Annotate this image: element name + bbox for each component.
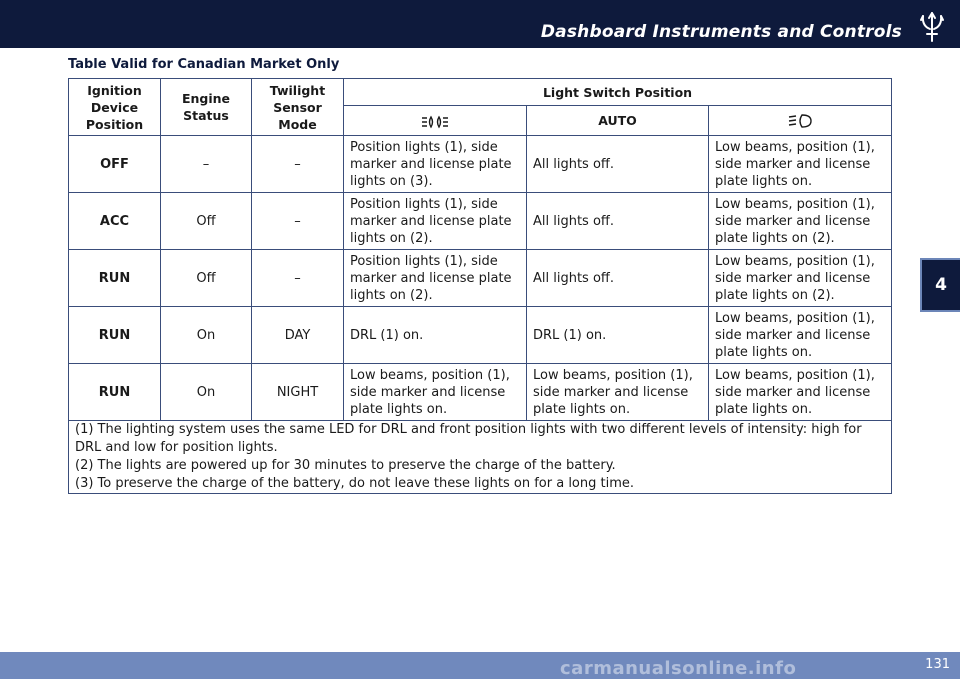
- cell-low-beam: Low beams, position (1), side marker and license plate lights on (2).: [709, 193, 892, 250]
- cell-engine: –: [161, 136, 252, 193]
- chapter-tab[interactable]: 4: [920, 258, 960, 312]
- cell-position-lights: Position lights (1), side marker and license plate lights on (3).: [344, 136, 527, 193]
- cell-low-beam: Low beams, position (1), side marker and license plate lights on (2).: [709, 250, 892, 307]
- section-title: Dashboard Instruments and Controls: [540, 22, 902, 42]
- low-beam-icon: [788, 113, 812, 129]
- cell-engine: Off: [161, 193, 252, 250]
- header-ignition: Ignition Device Position: [69, 79, 161, 136]
- cell-twilight: NIGHT: [252, 364, 344, 421]
- note-2: (2) The lights are powered up for 30 minutes to preserve the charge of the battery.: [75, 458, 616, 473]
- watermark: carmanualsonline.info: [560, 658, 797, 679]
- cell-auto: All lights off.: [527, 193, 709, 250]
- cell-engine: Off: [161, 250, 252, 307]
- cell-engine: On: [161, 307, 252, 364]
- table-row: [69, 364, 892, 421]
- cell-low-beam: Low beams, position (1), side marker and license plate lights on.: [709, 307, 892, 364]
- cell-twilight: –: [252, 136, 344, 193]
- notes-row: [69, 421, 892, 494]
- cell-auto: Low beams, position (1), side marker and license plate lights on.: [527, 364, 709, 421]
- table-row: [69, 307, 892, 364]
- position-lights-icon: [421, 115, 449, 129]
- page-header: [0, 0, 960, 48]
- cell-twilight: –: [252, 193, 344, 250]
- cell-auto: All lights off.: [527, 136, 709, 193]
- cell-auto: All lights off.: [527, 250, 709, 307]
- header-engine: Engine Status: [161, 79, 252, 136]
- trident-logo-icon: [918, 10, 946, 44]
- header-light-switch: Light Switch Position: [344, 79, 892, 106]
- cell-twilight: DAY: [252, 307, 344, 364]
- table-notes: [69, 421, 892, 494]
- cell-engine: On: [161, 364, 252, 421]
- table-row: [69, 193, 892, 250]
- cell-ignition: RUN: [69, 307, 161, 364]
- cell-twilight: –: [252, 250, 344, 307]
- header-twilight: Twilight Sensor Mode: [252, 79, 344, 136]
- table-row: [69, 136, 892, 193]
- cell-position-lights: Low beams, position (1), side marker and license plate lights on.: [344, 364, 527, 421]
- cell-auto: DRL (1) on.: [527, 307, 709, 364]
- page-number: 131: [925, 657, 950, 672]
- cell-ignition: ACC: [69, 193, 161, 250]
- cell-ignition: RUN: [69, 250, 161, 307]
- header-low-beam: [709, 106, 892, 136]
- cell-position-lights: Position lights (1), side marker and license plate lights on (2).: [344, 250, 527, 307]
- cell-ignition: RUN: [69, 364, 161, 421]
- table-caption: Table Valid for Canadian Market Only: [68, 57, 340, 72]
- cell-ignition: OFF: [69, 136, 161, 193]
- header-auto: AUTO: [527, 106, 709, 136]
- page-footer: [0, 652, 960, 679]
- lighting-table: [68, 78, 892, 494]
- cell-position-lights: Position lights (1), side marker and license plate lights on (2).: [344, 193, 527, 250]
- cell-position-lights: DRL (1) on.: [344, 307, 527, 364]
- note-1: (1) The lighting system uses the same LED for DRL and front position lights with two different levels of intensity: high for DRL and low for position lights.: [75, 422, 862, 455]
- header-position-lights: [344, 106, 527, 136]
- note-3: (3) To preserve the charge of the battery, do not leave these lights on for a long time.: [75, 476, 635, 491]
- cell-low-beam: Low beams, position (1), side marker and license plate lights on.: [709, 364, 892, 421]
- cell-low-beam: Low beams, position (1), side marker and license plate lights on.: [709, 136, 892, 193]
- table-row: [69, 250, 892, 307]
